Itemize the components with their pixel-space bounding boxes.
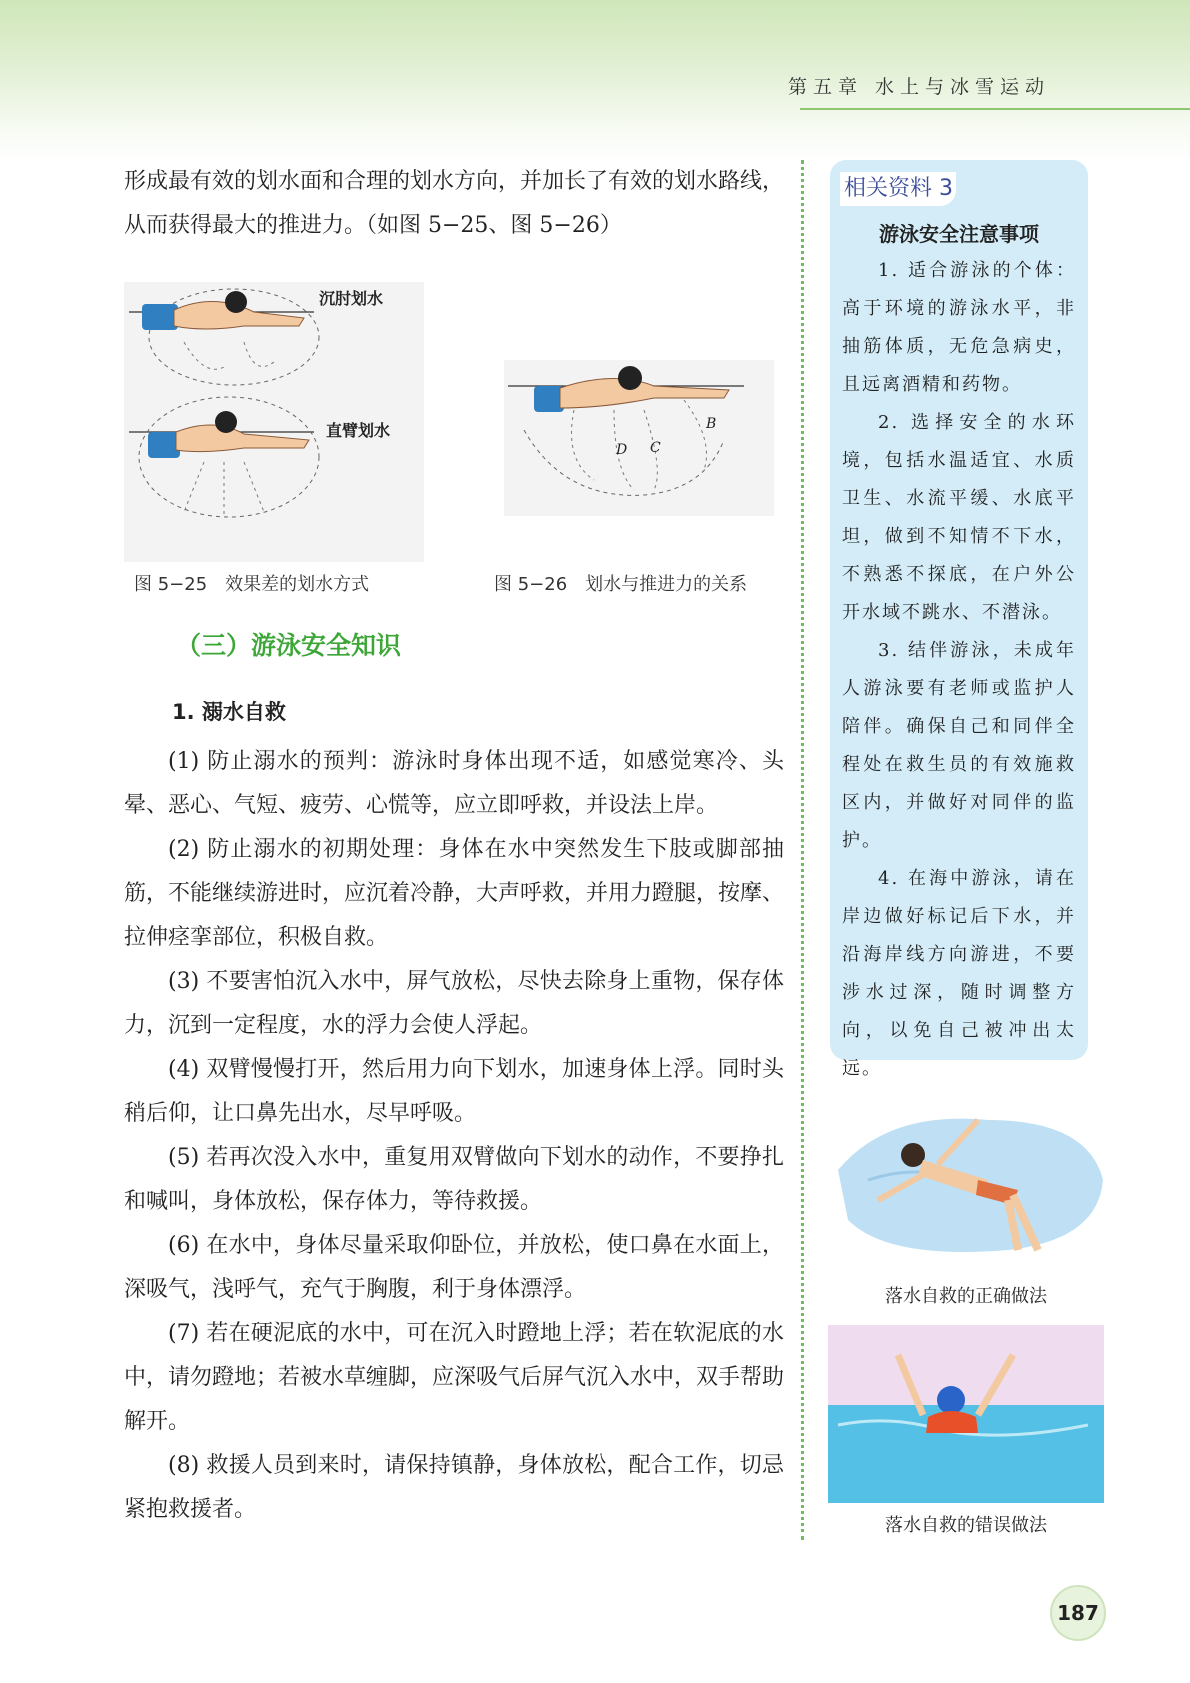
fig2-label-d: D <box>616 442 628 458</box>
sidebar-label: 相关资料 3 <box>840 172 956 206</box>
sidebar-title: 游泳安全注意事项 <box>879 222 1039 246</box>
step-5: (5) 若再次没入水中，重复用双臂做向下划水的动作，不要挣扎和喊叫，身体放松，保存体力，等待救援。 <box>124 1145 784 1214</box>
sidebar-item-2: 2. 选择安全的水环境，包括水温适宜、水质卫生、水流平缓、水底平坦，做到不知情不下水，不熟悉不探底，在户外公开水域不跳水、不潜泳。 <box>842 412 1076 623</box>
section-title: （三）游泳安全知识 <box>176 631 402 660</box>
step-2: (2) 防止溺水的初期处理：身体在水中突然发生下肢或脚部抽筋，不能继续游进时，应沉着冷静，大声呼救，并用力蹬腿，按摩、拉伸痉挛部位，积极自救。 <box>124 837 785 950</box>
illustration-wrong-caption: 落水自救的错误做法 <box>885 1515 1047 1536</box>
page-number: 187 <box>1050 1585 1106 1641</box>
step-6: (6) 在水中，身体尽量采取仰卧位，并放松，使口鼻在水面上，深吸气，浅呼气，充气于胸腹，利于身体漂浮。 <box>124 1233 784 1302</box>
sidebar-body <box>842 252 1076 1088</box>
subsection-title: 1. 溺水自救 <box>172 700 286 724</box>
figure-5-26-caption: 图 5−26 划水与推进力的关系 <box>494 574 748 595</box>
fig2-label-c: C <box>650 440 661 456</box>
step-1: (1) 防止溺水的预判：游泳时身体出现不适，如感觉寒冷、头晕、恶心、气短、疲劳、心慌等，应立即呼救，并设法上岸。 <box>124 749 784 818</box>
step-7: (7) 若在硬泥底的水中，可在沉入时蹬地上浮；若在软泥底的水中，请勿蹬地；若被水草缠脚，应深吸气后屏气沉入水中，双手帮助解开。 <box>124 1321 785 1434</box>
floating-wrong-illustration <box>828 1325 1104 1503</box>
sidebar-item-4: 4. 在海中游泳，请在岸边做好标记后下水，并沿海岸线方向游进，不要涉水过深，随时调整方向，以免自己被冲出太远。 <box>842 868 1076 1079</box>
figure-5-25-caption: 图 5−25 效果差的划水方式 <box>134 574 370 595</box>
stroke-diagram-good-icon <box>504 360 774 516</box>
struggling-swimmer-icon <box>828 1325 1104 1503</box>
step-8: (8) 救援人员到来时，请保持镇静，身体放松，配合工作，切忌紧抱救援者。 <box>124 1453 784 1522</box>
intro-text <box>124 160 784 248</box>
step-3: (3) 不要害怕沉入水中，屏气放松，尽快去除身上重物，保存体力，沉到一定程度，水的浮力会使人浮起。 <box>124 969 784 1038</box>
figure-5-26 <box>504 360 774 516</box>
floating-correct-illustration <box>828 1100 1108 1260</box>
sidebar-item-1: 1. 适合游泳的个体：高于环境的游泳水平，非抽筋体质，无危急病史，且远离酒精和药物。 <box>842 260 1076 395</box>
figures-area <box>124 282 784 602</box>
sidebar-item-3: 3. 结伴游泳，未成年人游泳要有老师或监护人陪伴。确保自己和同伴全程处在救生员的有效施救区内，并做好对同伴的监护。 <box>842 640 1076 851</box>
header-rule <box>800 108 1190 110</box>
column-divider <box>801 160 804 1540</box>
intro-paragraph: 形成最有效的划水面和合理的划水方向，并加长了有效的划水路线，从而获得最大的推进力。（如图 5−25、图 5−26） <box>124 169 785 238</box>
chapter-title: 第五章 水上与冰雪运动 <box>787 76 1050 98</box>
fig1-label-top: 沉肘划水 <box>319 289 384 308</box>
fig1-label-bottom: 直臂划水 <box>326 421 391 440</box>
floating-swimmer-icon <box>828 1100 1108 1260</box>
illustration-correct-caption: 落水自救的正确做法 <box>885 1286 1047 1307</box>
step-4: (4) 双臂慢慢打开，然后用力向下划水，加速身体上浮。同时头稍后仰，让口鼻先出水，尽早呼吸。 <box>124 1057 784 1126</box>
fig2-label-b: B <box>706 416 717 432</box>
self-rescue-steps <box>124 740 784 1532</box>
